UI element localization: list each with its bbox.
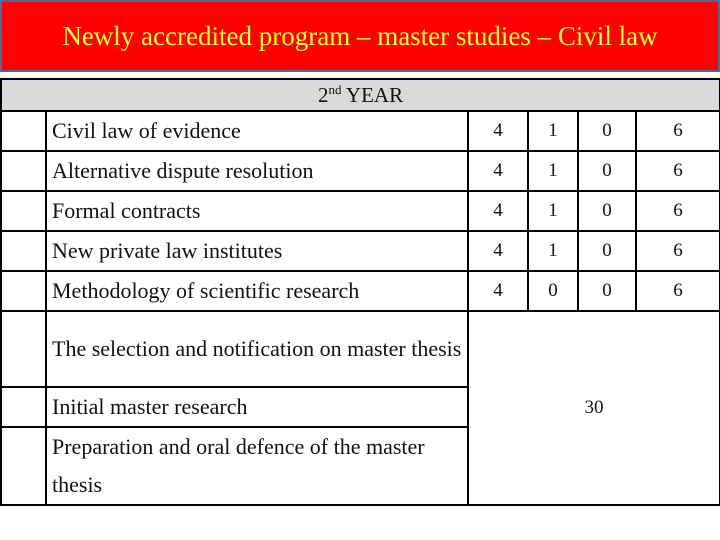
course-value: 0 bbox=[578, 271, 636, 311]
course-row bbox=[1, 191, 720, 231]
course-value: 0 bbox=[578, 231, 636, 271]
index-cell bbox=[1, 231, 46, 271]
index-cell bbox=[1, 271, 46, 311]
index-cell bbox=[1, 427, 46, 505]
year-header-row bbox=[1, 79, 720, 111]
year-label: YEAR bbox=[341, 83, 404, 107]
course-value: 6 bbox=[636, 151, 720, 191]
course-value: 0 bbox=[578, 151, 636, 191]
course-value: 1 bbox=[528, 231, 578, 271]
course-value: 6 bbox=[636, 111, 720, 151]
course-name: New private law institutes bbox=[46, 231, 468, 271]
thesis-item: Preparation and oral defence of the master thesis bbox=[46, 427, 468, 505]
course-name: Alternative dispute resolution bbox=[46, 151, 468, 191]
course-value: 4 bbox=[468, 231, 528, 271]
year-header bbox=[1, 79, 720, 111]
course-name: Methodology of scientific research bbox=[46, 271, 468, 311]
page-title: Newly accredited program – master studies – Civil law bbox=[0, 0, 720, 72]
curriculum-table bbox=[0, 78, 720, 506]
course-value: 6 bbox=[636, 191, 720, 231]
course-value: 1 bbox=[528, 111, 578, 151]
course-value: 4 bbox=[468, 271, 528, 311]
course-value: 0 bbox=[578, 191, 636, 231]
course-value: 6 bbox=[636, 231, 720, 271]
index-cell bbox=[1, 151, 46, 191]
thesis-credits: 30 bbox=[468, 311, 720, 505]
course-row bbox=[1, 231, 720, 271]
course-name: Formal contracts bbox=[46, 191, 468, 231]
thesis-item: Initial master research bbox=[46, 387, 468, 427]
thesis-item: The selection and notification on master thesis bbox=[46, 311, 468, 387]
year-number: 2 bbox=[317, 83, 329, 107]
course-row bbox=[1, 151, 720, 191]
index-cell bbox=[1, 191, 46, 231]
course-row bbox=[1, 271, 720, 311]
course-name: Civil law of evidence bbox=[46, 111, 468, 151]
year-suffix: nd bbox=[328, 82, 342, 97]
course-value: 6 bbox=[636, 271, 720, 311]
course-value: 4 bbox=[468, 111, 528, 151]
index-cell bbox=[1, 311, 46, 387]
course-value: 4 bbox=[468, 191, 528, 231]
index-cell bbox=[1, 387, 46, 427]
thesis-row bbox=[1, 311, 720, 387]
course-value: 0 bbox=[528, 271, 578, 311]
course-value: 4 bbox=[468, 151, 528, 191]
course-value: 1 bbox=[528, 151, 578, 191]
course-row bbox=[1, 111, 720, 151]
course-value: 0 bbox=[578, 111, 636, 151]
course-value: 1 bbox=[528, 191, 578, 231]
index-cell bbox=[1, 111, 46, 151]
